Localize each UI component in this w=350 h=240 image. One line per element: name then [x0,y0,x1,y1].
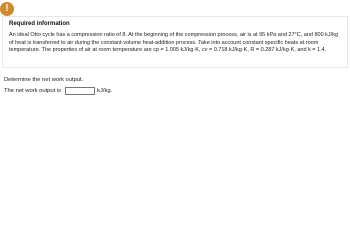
answer-label: The net work output is [4,87,62,94]
question-prompt: Determine the net work output. [4,77,84,83]
problem-statement: An ideal Otto cycle has a compression ratio of 8. At the beginning of the compression process, air is at 95 kPa and 27°C, and 800 kJ/kg of heat is transferred to air during the constant-volume heat-addition process. Take into account constant specific heats at room temperature. The properties of air at room temperature are cp = 1.005 kJ/kg·K, cv = 0.718 kJ/kg·K, R = 0.287 kJ/kg·K, and k = 1.4. [9,32,339,54]
answer-unit: kJ/kg. [97,87,113,94]
required-information-heading: Required information [9,21,70,27]
net-work-answer-input[interactable] [65,87,95,95]
answer-row [4,86,112,95]
required-information-panel [2,16,348,68]
alert-icon: ! [0,2,14,16]
